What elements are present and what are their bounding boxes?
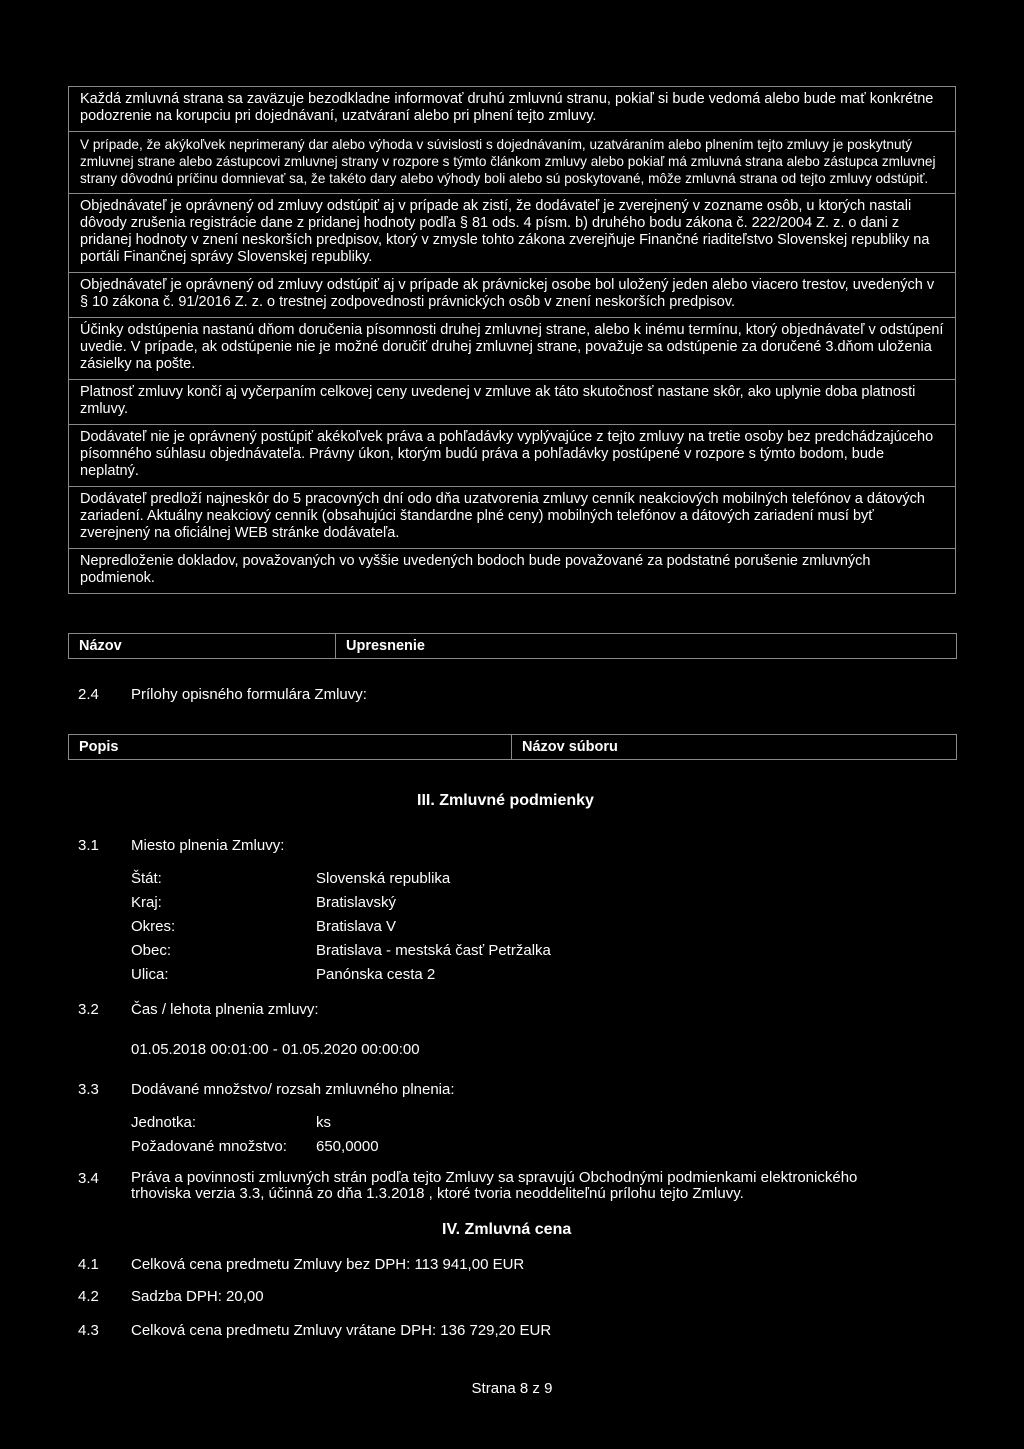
place-value-ulica: Panónska cesta 2	[316, 966, 436, 983]
section-number: 2.4	[78, 686, 99, 703]
section-number: 4.2	[78, 1288, 99, 1305]
place-key-stat: Štát:	[131, 870, 162, 887]
table-header-nazov-suboru: Názov súboru	[511, 735, 956, 759]
section-number: 4.1	[78, 1256, 99, 1273]
section-label: Miesto plnenia Zmluvy:	[131, 837, 285, 854]
clause-withdrawal-effect: Účinky odstúpenia nastanú dňom doručenia písomnosti druhej zmluvnej strane, alebo k inému termínu, ktorý objednávateľ v odstúpení uvedie. V prípade, ak odstúpenie nie je možné doručiť druhej zmluvnej strane, považuje sa odstúpenie za doručené 3.dňom uloženia zásielky na pošte.	[69, 317, 955, 379]
section-number: 3.3	[78, 1081, 99, 1098]
terms-paragraph: Práva a povinnosti zmluvných strán podľa tejto Zmluvy sa spravujú Obchodnými podmienkami elektronického trhoviska verzia 3.3, účinná zo dňa 1.3.2018 , ktoré tvoria neoddeliteľnú prílohu tejto Zmluvy.	[131, 1169, 858, 1202]
quantity-key-unit: Jednotka:	[131, 1114, 197, 1131]
place-key-ulica: Ulica:	[131, 966, 169, 983]
table-header-popis: Popis	[79, 739, 119, 755]
clause-assignment: Dodávateľ nie je oprávnený postúpiť akékoľvek práva a pohľadávky vyplývajúce z tejto zmluvy na tretie osoby bez predchádzajúceho písomného súhlasu objednávateľa. Právny úkon, ktorým budú práva a pohľadávky postúpené v rozpore s týmto bodom, bude neplatný.	[69, 424, 955, 486]
section-number: 3.1	[78, 837, 99, 854]
quantity-value-unit: ks	[316, 1114, 331, 1131]
clause-criminal-liability-withdrawal: Objednávateľ je oprávnený od zmluvy odstúpiť aj v prípade ak právnickej osobe bol uložený jeden alebo viacero trestov, uvedených v § 10 zákona č. 91/2016 Z. z. o trestnej zodpovednosti právnických osôb v znení neskorších predpisov.	[69, 272, 955, 317]
place-value-okres: Bratislava V	[316, 918, 397, 935]
section-label: Dodávané množstvo/ rozsah zmluvného plnenia:	[131, 1081, 455, 1098]
performance-period: 01.05.2018 00:01:00 - 01.05.2020 00:00:00	[131, 1041, 420, 1058]
clause-breach: Nepredloženie dokladov, považovaných vo vyššie uvedených bodoch bude považované za podstatné porušenie zmluvných podmienok.	[69, 548, 955, 593]
section-label: Prílohy opisného formulára Zmluvy:	[131, 686, 367, 703]
clause-anticorruption-notice: Každá zmluvná strana sa zaväzuje bezodkladne informovať druhú zmluvnú stranu, pokiaľ si bude vedomá alebo bude mať konkrétne podozrenie na korupciu pri dojednávaní, uzatváraní alebo pri plnení tejto zmluvy.	[80, 91, 934, 124]
quantity-key-amount: Požadované množstvo:	[131, 1138, 287, 1155]
place-value-stat: Slovenská republika	[316, 870, 451, 887]
place-value-kraj: Bratislavský	[316, 894, 397, 911]
place-key-obec: Obec:	[131, 942, 172, 959]
table-header-upresnenie: Upresnenie	[335, 634, 956, 658]
table-header-nazov: Názov	[79, 638, 122, 654]
place-key-kraj: Kraj:	[131, 894, 162, 911]
clause-price-list: Dodávateľ predloží najneskôr do 5 pracovných dní odo dňa uzatvorenia zmluvy cenník neakciových mobilných telefónov a dátových zariadení. Aktuálny neakciový cenník (obsahujúci štandardne plné ceny) mobilných telefónov a dátových zariadení musí byť zverejnený na oficiálnej WEB stránke dodávateľa.	[69, 486, 955, 548]
place-value-obec: Bratislava - mestská časť Petržalka	[316, 942, 551, 959]
section-number: 3.2	[78, 1001, 99, 1018]
table-nazov-upresnenie	[68, 633, 957, 659]
price-without-vat: Celková cena predmetu Zmluvy bez DPH: 113 941,00 EUR	[131, 1256, 525, 1273]
clause-vat-registry-withdrawal: Objednávateľ je oprávnený od zmluvy odstúpiť aj v prípade ak zistí, že dodávateľ je zverejnený v zozname osôb, u ktorých nastali dôvody zrušenia registrácie dane z pridanej hodnoty podľa § 81 ods. 4 písm. b) druhého bodu zákona č. 222/2004 Z. z. o dani z pridanej hodnoty v znení neskorších predpisov, ktorý v zmysle tohto zákona zverejňuje Finančné riaditeľstvo Slovenskej republiky na portáli Finančnej správy Slovenskej republiky.	[69, 193, 955, 272]
section-label: Čas / lehota plnenia zmluvy:	[131, 1001, 319, 1018]
price-with-vat: Celková cena predmetu Zmluvy vrátane DPH: 136 729,20 EUR	[131, 1322, 552, 1339]
clauses-box	[68, 86, 956, 594]
clause-improper-gift: V prípade, že akýkoľvek neprimeraný dar alebo výhoda v súvislosti s dojednávaním, uzatváraním alebo plnením tejto zmluvy je poskytnutý zmluvnej strane alebo zástupcovi zmluvnej strany v rozpore s týmto článkom zmluvy alebo pokiaľ má zmluvná strana alebo zástupca zmluvnej strany dôvodnú príčinu domnievať sa, že takéto dary alebo výhody boli alebo sú poskytované, môže zmluvná strana od tejto zmluvy odstúpiť.	[69, 131, 955, 193]
clause-validity-end: Platnosť zmluvy končí aj vyčerpaním celkovej ceny uvedenej v zmluve ak táto skutočnosť nastane skôr, ako uplynie doba platnosti zmluvy.	[69, 379, 955, 424]
quantity-value-amount: 650,0000	[316, 1138, 379, 1155]
section-heading-zmluvne-podmienky: III. Zmluvné podmienky	[417, 792, 594, 809]
table-attachments	[68, 734, 957, 760]
place-key-okres: Okres:	[131, 918, 176, 935]
section-number: 4.3	[78, 1322, 99, 1339]
vat-rate: Sadzba DPH: 20,00	[131, 1288, 264, 1305]
section-heading-zmluvna-cena: IV. Zmluvná cena	[442, 1221, 572, 1238]
page-number: Strana 8 z 9	[471, 1380, 553, 1397]
section-number: 3.4	[78, 1170, 99, 1187]
